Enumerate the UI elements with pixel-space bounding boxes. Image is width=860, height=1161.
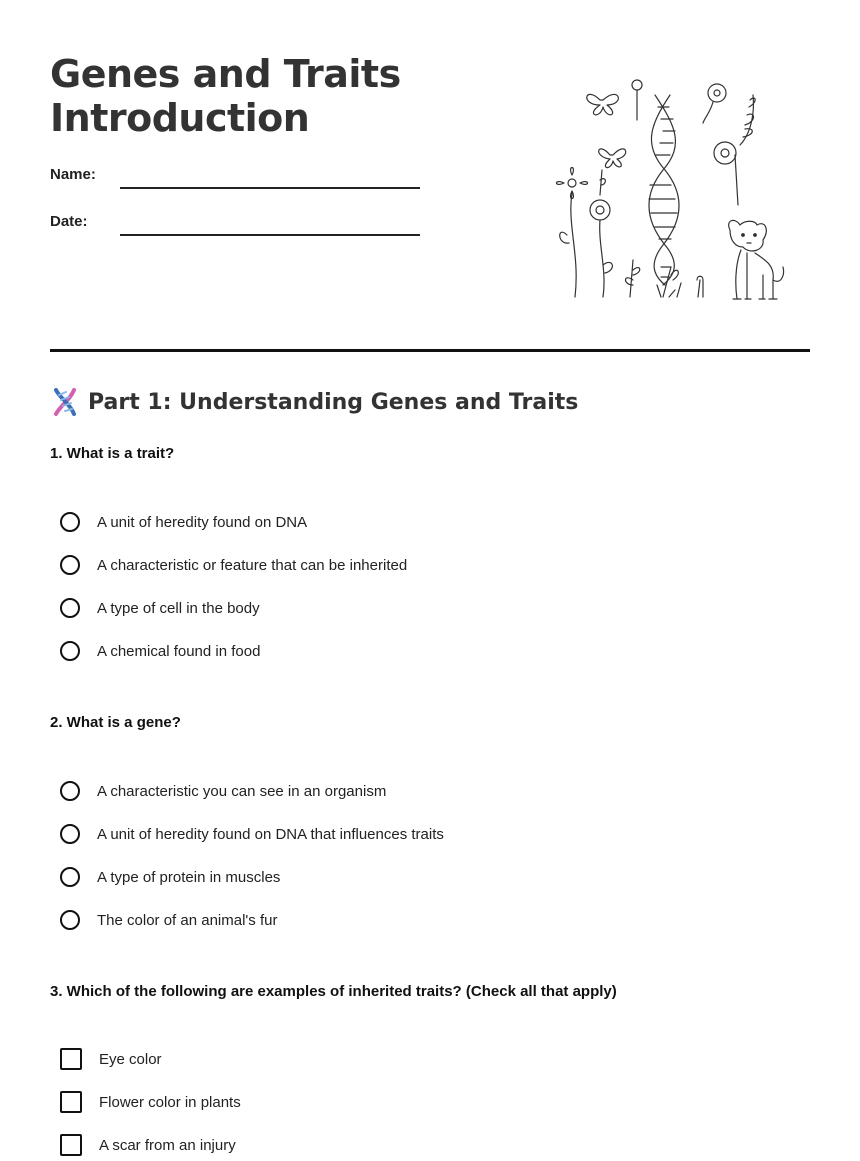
radio-button[interactable]	[60, 910, 80, 930]
page-title	[50, 52, 401, 140]
option-label: The color of an animal's fur	[97, 911, 278, 929]
option-label: A characteristic or feature that can be inherited	[97, 556, 408, 574]
q2-option-3[interactable]	[60, 867, 280, 887]
checkbox[interactable]	[60, 1091, 82, 1113]
option-label: A characteristic you can see in an organism	[97, 782, 387, 800]
section-heading	[50, 386, 578, 418]
option-label: Flower color in plants	[99, 1093, 241, 1111]
radio-button[interactable]	[60, 598, 80, 618]
option-label: A type of protein in muscles	[97, 868, 281, 886]
radio-button[interactable]	[60, 641, 80, 661]
question-1: 1. What is a trait?	[50, 445, 175, 462]
radio-button[interactable]	[60, 824, 80, 844]
dna-garden-illustration-icon	[545, 75, 790, 310]
date-field[interactable]	[120, 234, 420, 236]
option-label: A type of cell in the body	[97, 599, 260, 617]
dna-icon	[50, 386, 80, 418]
q1-option-2[interactable]	[60, 555, 407, 575]
q2-option-1[interactable]	[60, 781, 386, 801]
radio-button[interactable]	[60, 781, 80, 801]
radio-button[interactable]	[60, 555, 80, 575]
q1-option-1[interactable]	[60, 512, 307, 532]
q3-option-1[interactable]	[60, 1048, 162, 1070]
q2-option-2[interactable]	[60, 824, 444, 844]
q1-option-3[interactable]	[60, 598, 260, 618]
name-label: Name:	[50, 166, 96, 183]
name-field[interactable]	[120, 187, 420, 189]
option-label: A unit of heredity found on DNA that influences traits	[97, 825, 444, 843]
section-divider	[50, 349, 810, 352]
question-2: 2. What is a gene?	[50, 714, 181, 731]
section-title: Part 1: Understanding Genes and Traits	[88, 389, 579, 415]
radio-button[interactable]	[60, 867, 80, 887]
title-line-1: Genes and Traits	[50, 52, 401, 96]
option-label: A scar from an injury	[99, 1136, 236, 1154]
q2-option-4[interactable]	[60, 910, 277, 930]
q1-option-4[interactable]	[60, 641, 260, 661]
q3-option-2[interactable]	[60, 1091, 241, 1113]
checkbox[interactable]	[60, 1134, 82, 1156]
option-label: A unit of heredity found on DNA	[97, 513, 308, 531]
radio-button[interactable]	[60, 512, 80, 532]
option-label: A chemical found in food	[97, 642, 261, 660]
q3-option-3[interactable]	[60, 1134, 236, 1156]
question-3: 3. Which of the following are examples of inherited traits? (Check all that apply)	[50, 983, 617, 1000]
date-label: Date:	[50, 213, 88, 230]
checkbox[interactable]	[60, 1048, 82, 1070]
option-label: Eye color	[99, 1050, 162, 1068]
title-line-2: Introduction	[50, 96, 310, 140]
